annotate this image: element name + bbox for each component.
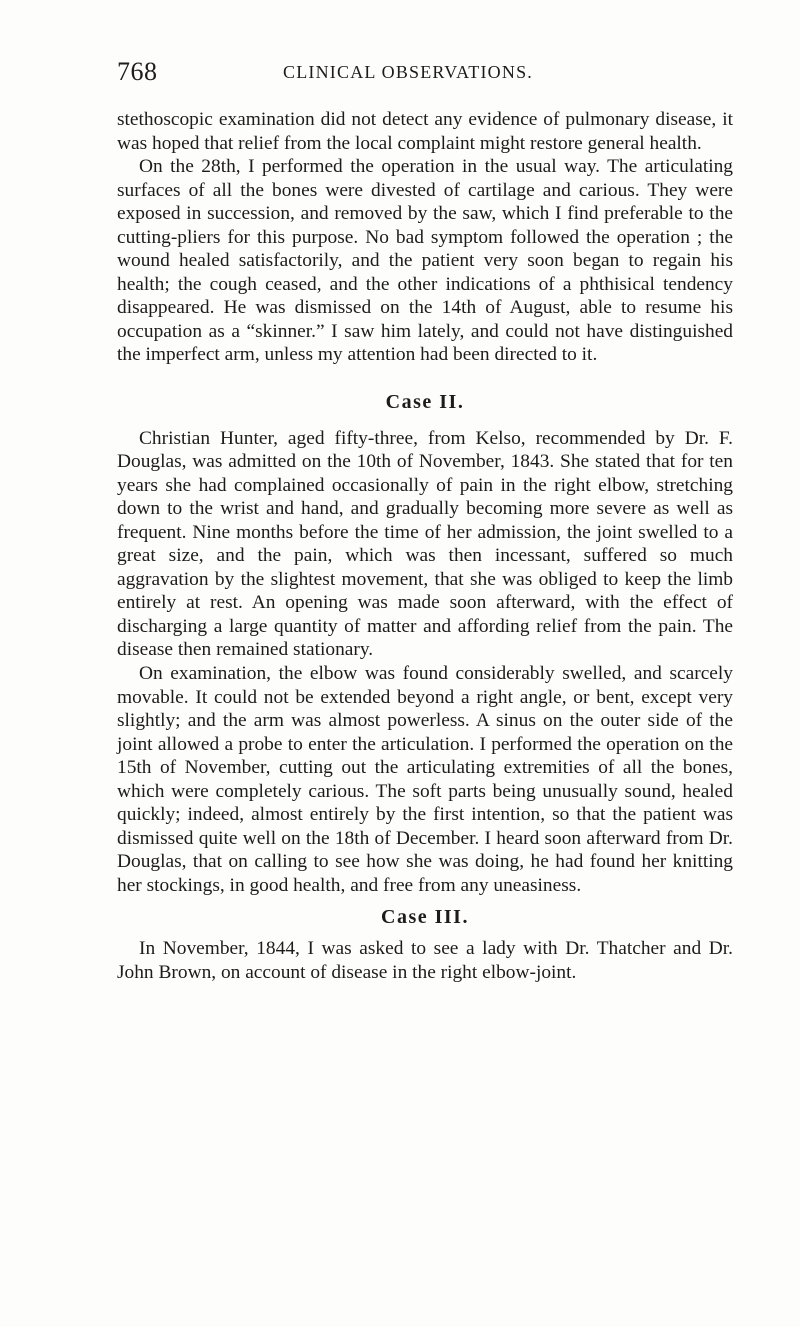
body-text <box>117 108 733 984</box>
paragraph-case-iii: In November, 1844, I was asked to see a lady with Dr. Thatcher and Dr. John Brown, on account of disease in the right elbow-joint. <box>117 938 733 983</box>
case-ii-heading: Case II. <box>385 391 465 414</box>
page-number: 768 <box>117 57 158 86</box>
paragraph-case-ii-history: Christian Hunter, aged fifty-three, from Kelso, recommended by Dr. F. Douglas, was admitted on the 10th of November, 1843. She stated that for ten years she had complained occasionally of pain in the right elbow, stretching down to the wrist and hand, and gradually becoming more severe as well as frequent. Nine months before the time of her admission, the joint swelled to a great size, and the pain, which was then incessant, suffered so much aggravation by the slightest movement, that she was obliged to keep the limb entirely at rest. An opening was made soon afterward, with the effect of discharging a large quantity of matter and affording relief from the pain. The disease then remained stationary. <box>117 427 733 661</box>
running-head <box>117 57 717 87</box>
paragraph-continued: stethoscopic examination did not detect any evidence of pulmonary disease, it was hoped that relief from the local complaint might restore general health. <box>117 109 733 154</box>
paragraph-operation: On the 28th, I performed the operation in the usual way. The articulating surfaces of all the bones were divested of cartilage and carious. They were exposed in succession, and removed by the saw, which I find preferable to the cutting-pliers for this purpose. No bad symptom followed the operation ; the wound healed satisfactorily, and the patient very soon began to regain his health; the cough ceased, and the other indications of a phthisical tendency disappeared. He was dismissed on the 14th of August, able to resume his occupation as a “skinner.” I saw him lately, and could not have distinguished the imperfect arm, unless my attention had been directed to it. <box>117 156 733 366</box>
paragraph-case-ii-examination: On examination, the elbow was found considerably swelled, and scarcely movable. It could not be extended beyond a right angle, or bent, except very slightly; and the arm was almost powerless. A sinus on the outer side of the joint allowed a probe to enter the articulation. I performed the operation on the 15th of November, cutting out the articulating extremities of all the bones, which were completely carious. The soft parts being unusually sound, healed quickly; indeed, almost entirely by the first intention, so that the patient was dismissed quite well on the 18th of December. I heard soon afterward from Dr. Douglas, that on calling to see how she was doing, he had found her knitting her stockings, in good health, and free from any uneasiness. <box>117 663 733 896</box>
running-head-title: CLINICAL OBSERVATIONS. <box>283 62 533 82</box>
case-iii-heading: Case III. <box>381 905 469 928</box>
